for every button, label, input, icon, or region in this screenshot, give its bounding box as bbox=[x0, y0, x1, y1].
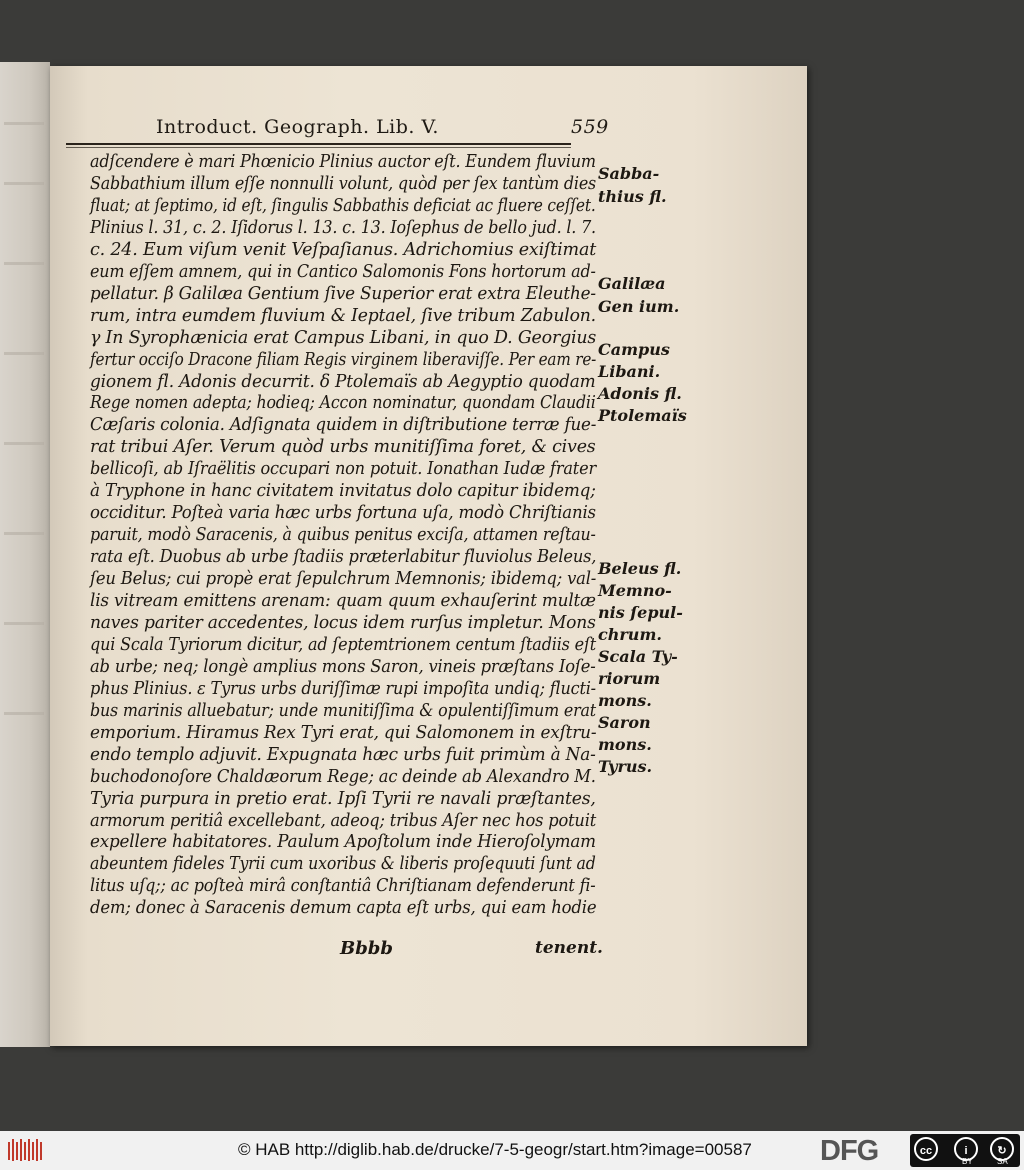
text-line: Cæſaris colonia. Adſignata quidem in diſtributione terræ fue- bbox=[90, 415, 597, 436]
margin-note: mons. bbox=[598, 735, 652, 754]
text-line: rat tribui Aſer. Verum quòd urbs munitiſſima foret, & cives bbox=[90, 437, 596, 458]
hab-library-logo[interactable] bbox=[6, 1136, 46, 1164]
viewer-footer bbox=[0, 1131, 1024, 1170]
text-line: emporium. Hiramus Rex Tyri erat, qui Salomonem in exſtru- bbox=[90, 722, 597, 743]
text-line: endo templo adjuvit. Expugnata hæc urbs fuit primùm à Na- bbox=[90, 744, 596, 765]
signature-mark: Bbbb bbox=[340, 938, 393, 959]
text-line: Sabbathium illum eſſe nonnulli volunt, quòd per ſex tantùm dies bbox=[90, 173, 597, 194]
margin-note: Campus bbox=[598, 340, 670, 359]
text-line: bus marinis alluebatur; unde munitiſſima & opulentiſſimum erat bbox=[90, 700, 597, 721]
text-line: occiditur. Poſteà varia hæc urbs fortuna uſa, modò Chriſtianis bbox=[90, 503, 596, 524]
text-line: rata eſt. Duobus ab urbe ſtadiis præterlabitur fluviolus Beleus, bbox=[90, 547, 597, 568]
sa-icon: ↻ bbox=[990, 1137, 1014, 1161]
margin-note: Scala Ty- bbox=[598, 647, 678, 666]
margin-note: Sabba- bbox=[598, 164, 660, 183]
header-rule-thin bbox=[66, 147, 571, 148]
margin-note: Saron bbox=[598, 713, 651, 732]
margin-note: riorum bbox=[598, 669, 661, 688]
text-line: dem; donec à Saracenis demum capta eſt urbs, qui eam hodie bbox=[90, 898, 597, 919]
text-line: rum, intra eumdem fluvium & Ieptael, ſive tribum Zabulon. bbox=[90, 305, 596, 326]
text-line: armorum peritiâ excellebant, adeoq; tribus Aſer nec hos potuit bbox=[90, 810, 597, 831]
text-line: gionem fl. Adonis decurrit. δ Ptolemaïs ab Aegyptio quodam bbox=[90, 371, 596, 392]
margin-note: Memno- bbox=[598, 581, 672, 600]
margin-note: Galilæa bbox=[598, 274, 666, 293]
text-line: fluat; at ſeptimo, id eſt, ſingulis Sabbathis deficiat ac fluere ceſſet. bbox=[90, 195, 596, 216]
margin-note: thius fl. bbox=[598, 187, 667, 206]
permalink-text[interactable]: © HAB http://diglib.hab.de/drucke/7-5-geogr/start.htm?image=00587 bbox=[238, 1140, 752, 1159]
margin-note: Tyrus. bbox=[598, 757, 653, 776]
running-head bbox=[156, 116, 609, 142]
text-line: adſcendere è mari Phœnicio Plinius auctor eſt. Eundem fluvium bbox=[90, 152, 596, 172]
text-line: expellere habitatores. Paulum Apoſtolum inde Hieroſolymam bbox=[90, 832, 596, 853]
sa-label: SA bbox=[997, 1157, 1008, 1166]
text-line: litus uſq;; ac poſteà mirâ conſtantiâ Chriſtianam defenderunt fi- bbox=[90, 876, 596, 897]
text-line: ab urbe; neq; longè amplius mons Saron, vineis præſtans Ioſe- bbox=[90, 656, 596, 677]
margin-note: Gen ium. bbox=[598, 297, 680, 316]
text-line: qui Scala Tyriorum dicitur, ad ſeptemtrionem centum ſtadiis eſt bbox=[90, 634, 596, 655]
text-line: buchodonoſore Chaldæorum Rege; ac deinde ab Alexandro M. bbox=[90, 766, 596, 787]
by-person-icon: i bbox=[954, 1137, 978, 1161]
text-line: pellatur. β Galilæa Gentium ſive Superior erat extra Eleuthe- bbox=[90, 283, 596, 304]
margin-note: Beleus fl. bbox=[598, 559, 682, 578]
cc-by-sa-license-badge[interactable] bbox=[910, 1134, 1020, 1167]
page-number: 559 bbox=[571, 116, 609, 138]
dfg-logo[interactable]: DFG bbox=[820, 1135, 879, 1167]
text-line: Rege nomen adepta; hodieq; Accon nominatur, quondam Claudii bbox=[90, 393, 596, 414]
text-line: paruit, modò Saracenis, à quibus penitus exciſa, attamen reſtau- bbox=[90, 525, 596, 546]
text-line: ſeu Belus; cui propè erat ſepulchrum Memnonis; ibidemq; val- bbox=[90, 569, 597, 590]
text-line: lis vitream emittens arenam: quam quum exhauſerint multæ bbox=[90, 591, 596, 611]
margin-note: mons. bbox=[598, 691, 652, 710]
header-rule bbox=[66, 143, 571, 145]
text-line: Tyria purpura in pretio erat. Ipſi Tyrii re navali præſtantes, bbox=[90, 788, 596, 809]
text-line: eum eſſem amnem, qui in Cantico Salomonis Fons hortorum ad- bbox=[90, 261, 596, 282]
text-line: abeuntem fideles Tyrii cum uxoribus & liberis proſequuti ſunt ad bbox=[90, 854, 596, 875]
margin-note: chrum. bbox=[598, 625, 662, 644]
text-line: naves pariter accedentes, locus idem rurſus impletur. Mons bbox=[90, 612, 596, 633]
margin-note: Ptolemaïs bbox=[598, 406, 687, 425]
text-line: Plinius l. 31, c. 2. Iſidorus l. 13. c. 13. Ioſephus de bello jud. l. 7. bbox=[90, 217, 596, 238]
text-line: c. 24. Eum viſum venit Veſpaſianus. Adrichomius exiſtimat bbox=[90, 239, 597, 260]
text-line: γ In Syrophænicia erat Campus Libani, in quo D. Georgius bbox=[90, 327, 597, 348]
text-line: phus Plinius. ε Tyrus urbs duriſſimæ rupi impoſita undiq; flucti- bbox=[90, 678, 596, 699]
cc-icon: cc bbox=[914, 1137, 938, 1161]
text-line: à Tryphone in hanc civitatem invitatus dolo capitur ibidemq; bbox=[90, 481, 596, 502]
margin-note: nis ſepul- bbox=[598, 603, 683, 622]
previous-page-edge bbox=[0, 62, 50, 1047]
by-label: BY bbox=[962, 1157, 973, 1166]
text-line: fertur occiſo Dracone filiam Regis virginem liberaviſſe. Per eam re- bbox=[90, 349, 597, 370]
catchword: tenent. bbox=[535, 938, 603, 958]
running-head-title: Introduct. Geograph. Lib. V. bbox=[156, 116, 439, 138]
margin-note: Libani. bbox=[598, 362, 661, 381]
margin-note: Adonis fl. bbox=[598, 384, 682, 403]
text-line: bellicoſi, ab Iſraëlitis occupari non potuit. Ionathan Iudæ frater bbox=[90, 459, 596, 480]
